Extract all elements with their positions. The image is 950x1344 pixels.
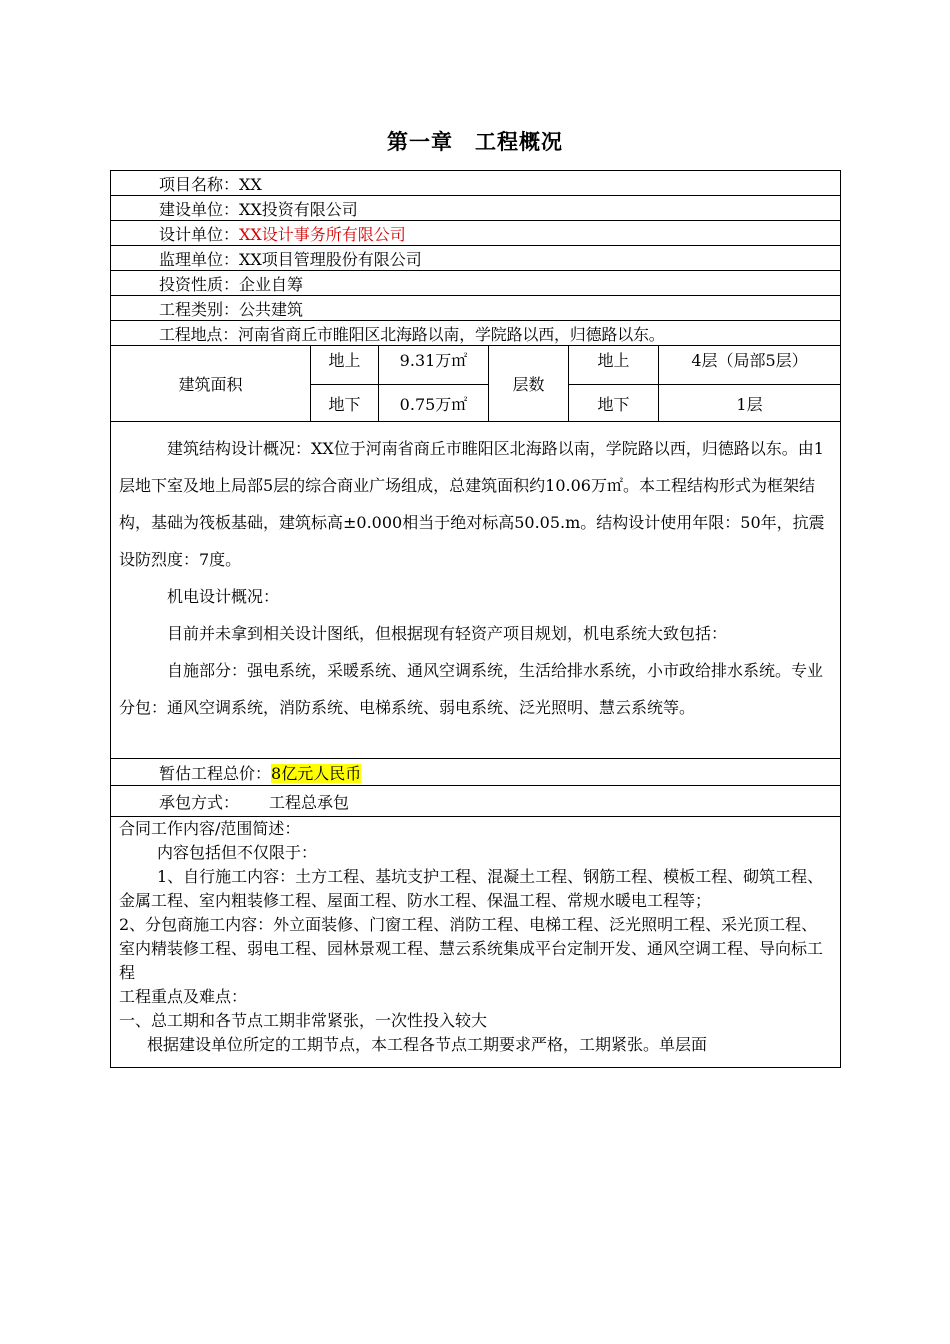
contract-label: 承包方式： [159, 792, 240, 812]
location-row: 工程地点：河南省商丘市睢阳区北海路以南，学院路以西，归德路以东。 [111, 321, 841, 346]
area-above-value: 9.31万㎡ [379, 346, 489, 385]
key-points-heading: 工程重点及难点： [119, 987, 248, 1006]
scope-heading: 合同工作内容/范围简述： [119, 819, 301, 838]
price-label: 暂估工程总价： [159, 763, 272, 783]
area-above-label: 地上 [311, 346, 379, 385]
area-label: 建筑面积 [111, 346, 311, 422]
designer-row [111, 221, 841, 246]
scope-intro: 内容包括但不仅限于： [157, 843, 318, 862]
developer-row: 建设单位：XX投资有限公司 [111, 196, 841, 221]
price-row [111, 759, 841, 786]
structure-description: 建筑结构设计概况：XX位于河南省商丘市睢阳区北海路以南，学院路以西，归德路以东。由1层地下室及地上局部5层的综合商业广场组成，总建筑面积约10.06万㎡。本工程结构形式为框架结构，基础为筏板基础，建筑标高±0.000相当于绝对标高50.05.m。结构设计使用年限：50年，抗震设防烈度：7度。 [119, 439, 825, 569]
key-point-1: 一、总工期和各节点工期非常紧张，一次性投入较大 [119, 1011, 488, 1030]
mep-intro: 目前并未拿到相关设计图纸，但根据现有轻资产项目规划，机电系统大致包括： [167, 624, 728, 643]
key-point-1-text: 根据建设单位所定的工期节点，本工程各节点工期要求严格，工期紧张。单层面 [147, 1035, 708, 1054]
area-below-label: 地下 [311, 385, 379, 422]
category-row: 工程类别：公共建筑 [111, 296, 841, 321]
project-name-row: 项目名称：XX [111, 171, 841, 196]
floors-label: 层数 [489, 346, 569, 422]
contract-value: 工程总承包 [269, 792, 350, 812]
floors-above-value: 4层（局部5层） [659, 346, 841, 385]
designer-value: XX设计事务所有限公司 [239, 224, 406, 244]
scope-cell [111, 817, 841, 1068]
mep-heading: 机电设计概况： [167, 587, 280, 606]
floors-above-label: 地上 [569, 346, 659, 385]
contract-row [111, 786, 841, 817]
price-value: 8亿元人民币 [271, 763, 362, 783]
scope-item-1: 1、自行施工内容：土方工程、基坑支护工程、混凝土工程、钢筋工程、模板工程、砌筑工程、金属工程、室内粗装修工程、屋面工程、防水工程、保温工程、常规水暖电工程等； [119, 867, 824, 910]
design-description-cell [111, 422, 841, 759]
area-below-value: 0.75万㎡ [379, 385, 489, 422]
scope-item-2: 2、分包商施工内容：外立面装修、门窗工程、消防工程、电梯工程、泛光照明工程、采光顶工程、室内精装修工程、弱电工程、园林景观工程、慧云系统集成平台定制开发、通风空调工程、导向标工程 [119, 915, 824, 982]
project-overview-table [110, 170, 840, 1068]
designer-label: 设计单位： [159, 224, 240, 244]
floors-below-label: 地下 [569, 385, 659, 422]
investment-row: 投资性质：企业自筹 [111, 271, 841, 296]
mep-systems: 自施部分：强电系统，采暖系统、通风空调系统，生活给排水系统，小市政给排水系统。专业分包：通风空调系统，消防系统、电梯系统、弱电系统、泛光照明、慧云系统等。 [119, 661, 824, 717]
supervisor-row: 监理单位：XX项目管理股份有限公司 [111, 246, 841, 271]
floors-below-value: 1层 [659, 385, 841, 422]
page-title: 第一章 工程概况 [387, 129, 563, 154]
